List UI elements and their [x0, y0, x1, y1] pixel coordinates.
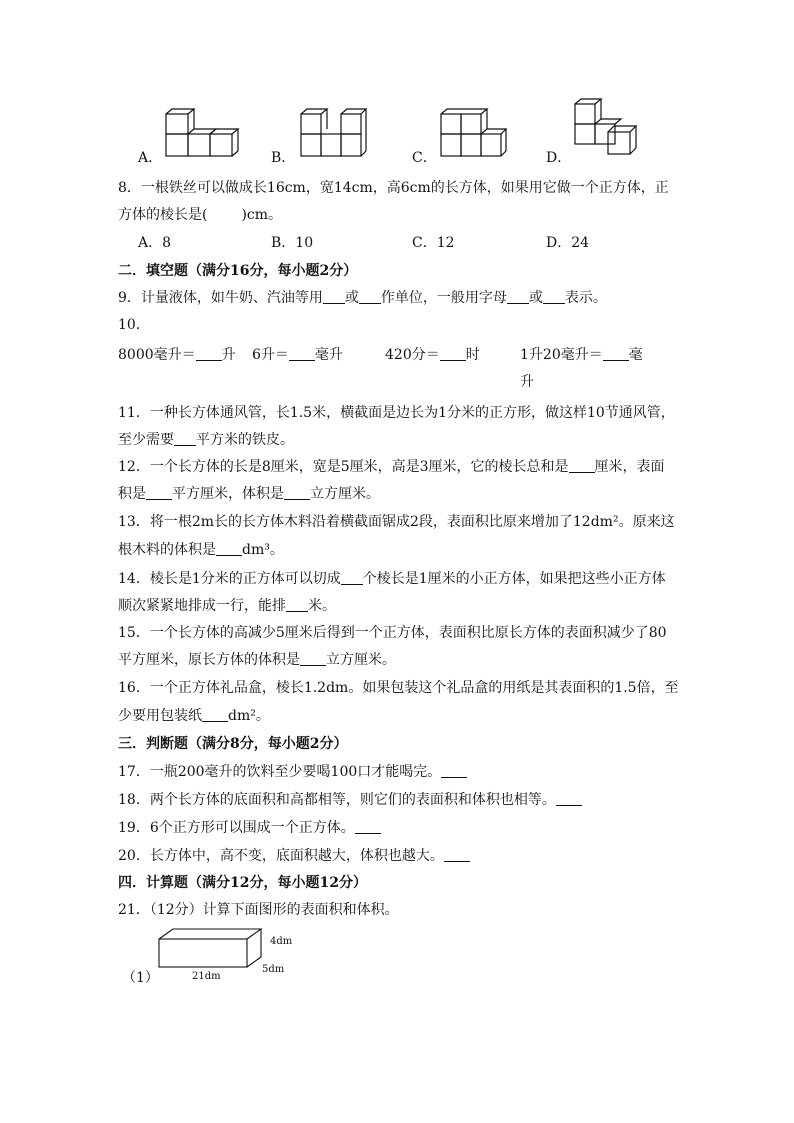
q15-text-a: 平方厘米，原长方体的体积是	[118, 652, 300, 668]
answer-blank[interactable]	[202, 707, 228, 722]
q11-text-a: 至少需要	[118, 432, 174, 448]
question-16-line2	[118, 706, 270, 726]
q8-option-d[interactable]: D．24	[546, 235, 590, 251]
question-13-line2	[118, 540, 284, 560]
q15-text-b: 立方厘米。	[326, 652, 396, 668]
question-14-line1	[118, 569, 666, 589]
q9-text-c: 作单位，一般用字母	[380, 290, 507, 306]
answer-blank[interactable]	[323, 289, 345, 304]
q17-text: 17．一瓶200毫升的饮料至少要喝100口才能喝完。	[118, 764, 442, 780]
question-10-part4-wrap: 升	[520, 374, 534, 390]
q9-text-e: 表示。	[564, 290, 607, 306]
q14-text-c: 顺次紧紧地排成一行，能排	[118, 598, 286, 614]
option-b-label[interactable]: B．	[271, 150, 296, 166]
q10-p3-unit: 时	[465, 347, 480, 363]
question-8-line2	[118, 205, 282, 225]
question-10-part4	[520, 345, 643, 365]
question-16-line1: 16．一个正方体礼品盒，棱长1.2dm。如果包装这个礼品盒的用纸是其表面积的1.5倍，至	[118, 680, 679, 696]
answer-blank[interactable]	[440, 346, 466, 361]
question-10-part2	[252, 345, 343, 365]
q16-text-b: dm²。	[228, 708, 270, 724]
answer-blank[interactable]	[216, 541, 242, 556]
q10-p2-unit: 毫升	[314, 347, 343, 363]
answer-blank[interactable]	[341, 570, 363, 585]
q19-text: 19．6个正方形可以围成一个正方体。	[118, 820, 355, 836]
question-11-line2	[118, 430, 294, 450]
answer-blank[interactable]	[507, 289, 529, 304]
option-a-label[interactable]: A．	[138, 150, 163, 166]
question-19	[118, 818, 381, 838]
cuboid-height-label: 4dm	[270, 936, 293, 947]
question-10-part3	[385, 345, 480, 365]
q9-text-d: 或	[528, 290, 543, 306]
answer-blank[interactable]	[286, 597, 308, 612]
q14-text-d: 米。	[308, 598, 336, 614]
option-b-cube-figure	[298, 108, 368, 160]
q9-text-b: 或	[344, 290, 359, 306]
question-10-number: 10．	[118, 317, 150, 333]
answer-blank[interactable]	[174, 431, 196, 446]
q13-text-a: 根木料的体积是	[118, 542, 216, 558]
answer-blank[interactable]	[284, 485, 310, 500]
q10-p2-text: 6升＝	[252, 347, 289, 363]
question-8-line2-b: )cm。	[241, 207, 283, 223]
option-a-cube-figure	[160, 108, 240, 160]
answer-blank[interactable]	[441, 763, 467, 778]
answer-blank[interactable]	[444, 847, 470, 862]
q12-text-b: 厘米，表面	[594, 459, 665, 475]
question-10-part1	[118, 345, 236, 365]
q10-p3-text: 420分＝	[385, 347, 440, 363]
cuboid-figure	[155, 925, 270, 970]
q10-p1-text: 8000毫升＝	[118, 347, 196, 363]
q14-text-b: 个棱长是1厘米的小正方体，如果把这些小正方体	[362, 571, 666, 587]
answer-blank[interactable]	[300, 651, 326, 666]
question-20	[118, 846, 470, 866]
answer-blank[interactable]	[146, 485, 172, 500]
question-21: 21．（12分）计算下面图形的表面积和体积。	[118, 902, 399, 918]
q8-option-b[interactable]: B．10	[271, 235, 314, 251]
question-12-line2	[118, 484, 380, 504]
q12-text-c: 积是	[118, 486, 146, 502]
q10-p4-unit: 毫	[628, 347, 643, 363]
q10-p4-text: 1升20毫升＝	[520, 347, 603, 363]
q12-text-e: 立方厘米。	[310, 486, 380, 502]
answer-blank[interactable]	[556, 791, 582, 806]
q14-text-a: 14．棱长是1分米的正方体可以切成	[118, 571, 341, 587]
answer-blank[interactable]	[603, 346, 629, 361]
question-9	[118, 288, 607, 308]
q9-text-a: 9．计量液体，如牛奶、汽油等用	[118, 290, 323, 306]
option-d-label[interactable]: D．	[546, 150, 572, 166]
answer-blank[interactable]	[289, 346, 315, 361]
q16-text-a: 少要用包装纸	[118, 708, 202, 724]
question-21-sub1: （1）	[122, 970, 159, 986]
answer-blank[interactable]	[355, 819, 381, 834]
cuboid-width-label: 5dm	[262, 964, 285, 975]
section-2-title: 二．填空题（满分16分，每小题2分）	[118, 263, 358, 279]
question-18	[118, 790, 582, 810]
q11-text-b: 平方米的铁皮。	[196, 432, 294, 448]
cuboid-length-label: 21dm	[192, 971, 221, 982]
question-8-line2-a: 方体的棱长是(	[118, 207, 208, 223]
answer-blank[interactable]	[543, 289, 565, 304]
option-c-cube-figure	[438, 108, 508, 160]
question-11-line1: 11．一种长方体通风管，长1.5米，横截面是边长为1分米的正方形，做这样10节通风管，	[118, 405, 675, 421]
question-8-line1: 8．一根铁丝可以做成长16cm，宽14cm，高6cm的长方体，如果用它做一个正方体，正	[118, 180, 669, 196]
question-17	[118, 762, 467, 782]
option-d-cube-figure	[572, 98, 642, 160]
question-15-line1: 15．一个长方体的高减少5厘米后得到一个正方体，表面积比原长方体的表面积减少了80	[118, 625, 667, 641]
q13-text-b: dm³。	[242, 542, 284, 558]
q8-option-c[interactable]: C．12	[412, 235, 455, 251]
q12-text-a: 12．一个长方体的长是8厘米，宽是5厘米，高是3厘米，它的棱长总和是	[118, 459, 569, 475]
question-13-line1: 13．将一根2m长的长方体木料沿着横截面锯成2段，表面积比原来增加了12dm²。原来这	[118, 514, 675, 530]
question-14-line2	[118, 596, 336, 616]
q12-text-d: 平方厘米，体积是	[172, 486, 284, 502]
question-12-line1	[118, 457, 665, 477]
q10-p1-unit: 升	[221, 347, 236, 363]
q8-option-a[interactable]: A．8	[138, 235, 172, 251]
section-3-title: 三．判断题（满分8分，每小题2分）	[118, 736, 348, 752]
q20-text: 20．长方体中，高不变，底面积越大，体积也越大。	[118, 848, 444, 864]
answer-blank[interactable]	[359, 289, 381, 304]
option-c-label[interactable]: C．	[412, 150, 437, 166]
question-15-line2	[118, 650, 396, 670]
answer-blank[interactable]	[569, 458, 595, 473]
section-4-title: 四．计算题（满分12分，每小题12分）	[118, 875, 367, 891]
q18-text: 18．两个长方体的底面积和高都相等，则它们的表面积和体积也相等。	[118, 792, 556, 808]
answer-blank[interactable]	[196, 346, 222, 361]
